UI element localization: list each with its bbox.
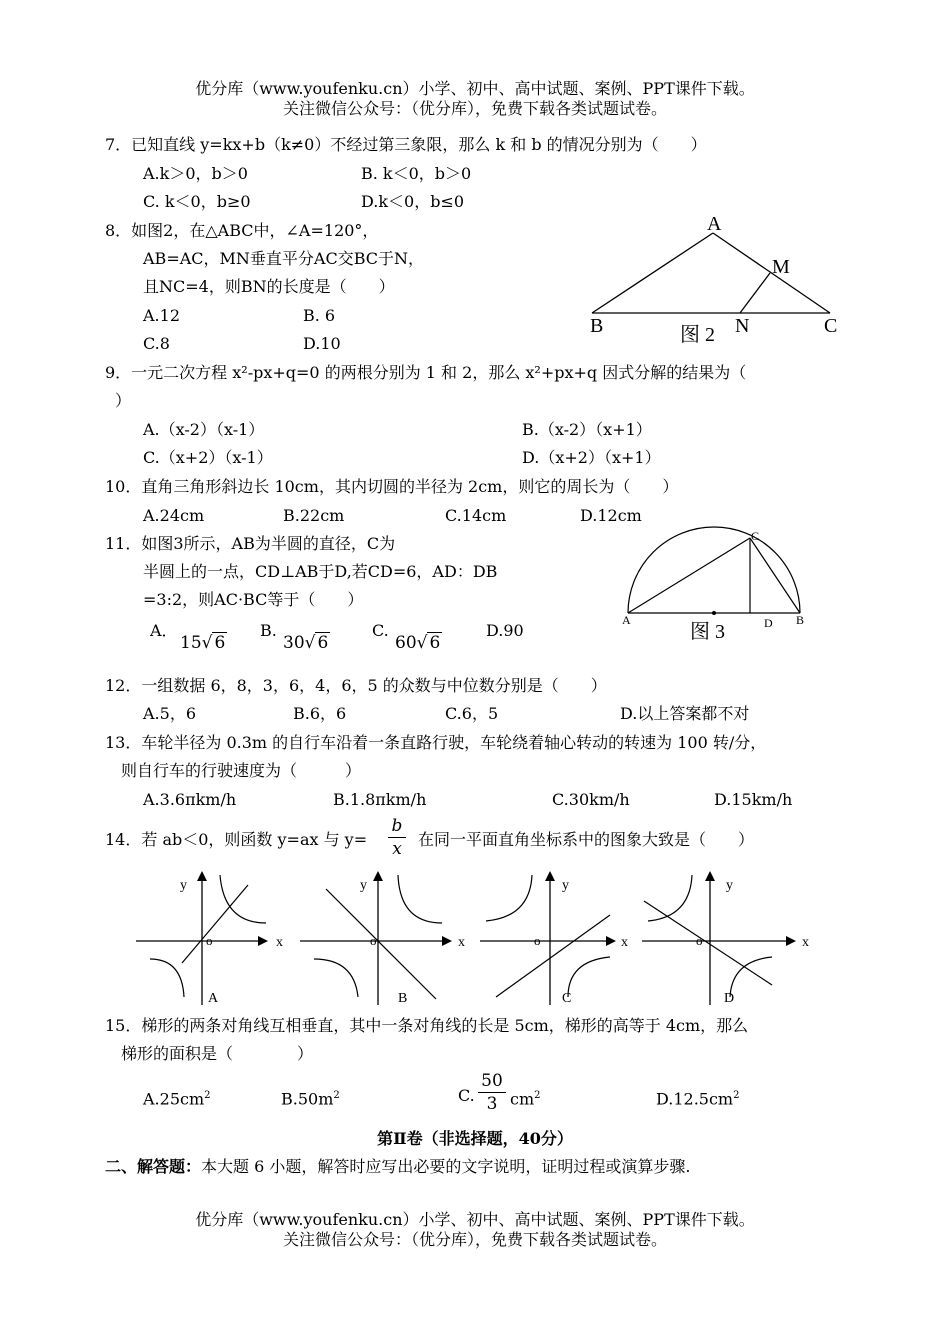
q14-fraction-den: x [392,839,402,859]
q14-fraction-bar [388,837,406,838]
q7-option-b: B. k＜0，b＞0 [361,164,472,183]
q13-line-2: 则自行车的行驶速度为（ ） [121,761,362,780]
q11-option-a-value: 15√ 6 [180,633,226,653]
q8-option-a: A.12 [143,306,180,325]
q8-line-1: 8．如图2，在△ABC中，∠A=120°， [105,221,379,240]
graph-a-line [182,885,248,963]
fig2-label-m: M [772,256,790,278]
fig3-label-a: A [622,613,631,627]
svg-text:x: x [276,935,283,950]
q9-line-1: 9．一元二次方程 x²-px+q=0 的两根分别为 1 和 2，那么 x²+px+q 因式分解的结果为（ [105,363,747,382]
q15-option-b: $B.50m^2$ [281,1089,340,1109]
fig2-label-c: C [824,315,838,337]
graph-b-label: B [398,991,408,1006]
q7-stem: 7．已知直线 y=kx+b（k≠0）不经过第三象限，那么 k 和 b 的情况分别为（ ） [105,135,707,154]
graph-a-hyperbola-q3 [150,959,184,997]
graph-c-hyperbola-q2 [486,875,532,921]
q7-option-c: C. k＜0，b≥0 [143,192,251,211]
q13-option-b: B.1.8πkm/h [333,790,427,809]
figure-3 [618,526,818,646]
fig2-side-ab [592,233,713,313]
q10-option-b: B.22cm [283,506,345,525]
graph-b-line [326,889,436,999]
graph-d-label: D [724,991,735,1006]
svg-text:x: x [802,935,809,950]
q14-stem-pre: 14．若 ab＜0，则函数 y=ax 与 y= [105,830,368,849]
q11-option-c-label: C. [372,621,389,640]
q14-stem-post: 在同一平面直角坐标系中的图象大致是（ ） [418,830,755,849]
q11-option-d: D.90 [486,621,524,640]
q10-option-c: C.14cm [445,506,507,525]
graph-d-hyperbola-q4 [730,957,772,997]
graph-d-line [644,901,772,985]
fig2-label-b: B [590,315,604,337]
q12-option-c: C.6，5 [445,704,499,723]
q15-option-d: $D.12.5cm^2$ [656,1089,740,1109]
q12-option-b: B.6，6 [293,704,347,723]
q9-line-2: ） [115,391,132,410]
svg-text:x: x [458,935,465,950]
graph-b-hyperbola-q3 [314,959,358,997]
q15-option-c-label: C. [458,1086,475,1105]
graph-d-hyperbola-q2 [648,875,692,921]
svg-text:x: x [621,935,628,950]
q7-option-d: D.k＜0，b≤0 [361,192,465,211]
footer-line-2: 关注微信公众号：（优分库），免费下载各类试题试卷。 [282,1230,667,1249]
fig2-segment-mn [740,273,770,313]
fig3-chord-bc [750,538,800,613]
q12-option-d: D.以上答案都不对 [620,704,750,723]
q8-line-2: AB=AC，MN垂直平分AC交BC于N， [143,249,424,268]
q13-option-c: C.30km/h [552,790,630,809]
fig2-label-a: A [707,213,722,235]
q15-option-c-fraction: 50 3 [478,1071,506,1114]
fig3-semicircle [628,527,800,613]
fig3-center-dot [712,611,716,615]
svg-text:y: y [360,878,367,893]
svg-text:o: o [534,933,541,948]
q8-option-d: D.10 [303,334,341,353]
q15-line-1: 15．梯形的两条对角线互相垂直，其中一条对角线的长是 5cm，梯形的高等于 4cm，那么 [105,1016,749,1035]
q12-option-a: A.5，6 [143,704,197,723]
q14-fraction-num: b [391,816,403,836]
q9-option-b: B.（x-2）（x+1） [522,420,652,439]
q11-option-b-label: B. [260,621,277,640]
q12-stem: 12．一组数据 6，8，3，6，4，6，5 的众数与中位数分别是（ ） [105,676,607,695]
q11-option-a-label: A． [150,621,178,640]
figure-2 [580,208,850,353]
q8-option-b: B. 6 [303,306,336,325]
section-title: 第Ⅱ卷（非选择题，40分） [377,1129,573,1148]
svg-text:y: y [562,878,569,893]
fig3-label-c: C [751,529,760,543]
q15-option-a: $A.25cm^2$ [143,1089,211,1109]
fig3-chord-ac [628,538,750,613]
fig3-caption: 图 3 [690,621,725,643]
q11-option-c-value: 60√ 6 [395,633,441,653]
graph-c-hyperbola-q4 [568,957,610,997]
header-line-2: 关注微信公众号：（优分库），免费下载各类试题试卷。 [282,99,667,118]
q10-option-a: A.24cm [143,506,205,525]
q11-option-b-value: 30√ 6 [283,633,329,653]
svg-text:o: o [206,933,213,948]
footer-line-1: 优分库（www.youfenku.cn）小学、初中、高中试题、案例、PPT课件下载。 [195,1210,755,1229]
q14-graph-c [476,865,641,1010]
q10-stem: 10．直角三角形斜边长 10cm，其内切圆的半径为 2cm，则它的周长为（ ） [105,477,679,496]
section-heading-line: 二、解答题：本大题 6 小题，解答时应写出必要的文字说明，证明过程或演算步骤. [105,1157,691,1176]
fig2-label-n: N [735,315,750,337]
fig2-caption: 图 2 [680,324,715,346]
q11-line-3: =3:2，则AC·BC等于（ ） [143,590,364,609]
q8-option-c: C.8 [143,334,170,353]
graph-a-hyperbola-q1 [220,875,266,923]
q9-option-a: A.（x-2）（x-1） [143,420,265,439]
q13-option-a: A.3.6πkm/h [143,790,237,809]
graph-c-label: C [562,991,572,1006]
q7-option-a: A.k＞0，b＞0 [143,164,248,183]
header-line-1: 优分库（www.youfenku.cn）小学、初中、高中试题、案例、PPT课件下载。 [195,79,755,98]
fig3-label-d: D [764,616,773,630]
q11-line-1: 11．如图3所示，AB为半圆的直径，C为 [105,534,396,553]
q14-fraction [388,816,406,859]
q15-option-c-unit: $cm^2$ [510,1089,541,1109]
svg-text:y: y [180,878,187,893]
q10-option-d: D.12cm [580,506,642,525]
graph-c-line [496,915,610,997]
graph-a-label: A [208,991,219,1006]
q9-option-c: C.（x+2）（x-1） [143,448,273,467]
svg-text:o: o [370,933,377,948]
q14-graph-a [132,865,292,1010]
q14-graph-b [296,865,471,1010]
q13-option-d: D.15km/h [714,790,793,809]
graph-b-hyperbola-q1 [398,875,442,923]
fig3-label-b: B [796,613,805,627]
q9-option-d: D.（x+2）（x+1） [522,448,661,467]
q11-line-2: 半圆上的一点，CD⊥AB于D,若CD=6，AD：DB [143,562,498,581]
svg-text:y: y [726,878,733,893]
q13-line-1: 13．车轮半径为 0.3m 的自行车沿着一条直路行驶，车轮绕着轴心转动的转速为 100 转/分， [105,733,767,752]
q15-line-2: 梯形的面积是（ ） [121,1044,314,1063]
svg-text:o: o [696,933,703,948]
q14-graph-d [638,865,813,1010]
q8-line-3: 且NC=4，则BN的长度是（ ） [143,277,395,296]
